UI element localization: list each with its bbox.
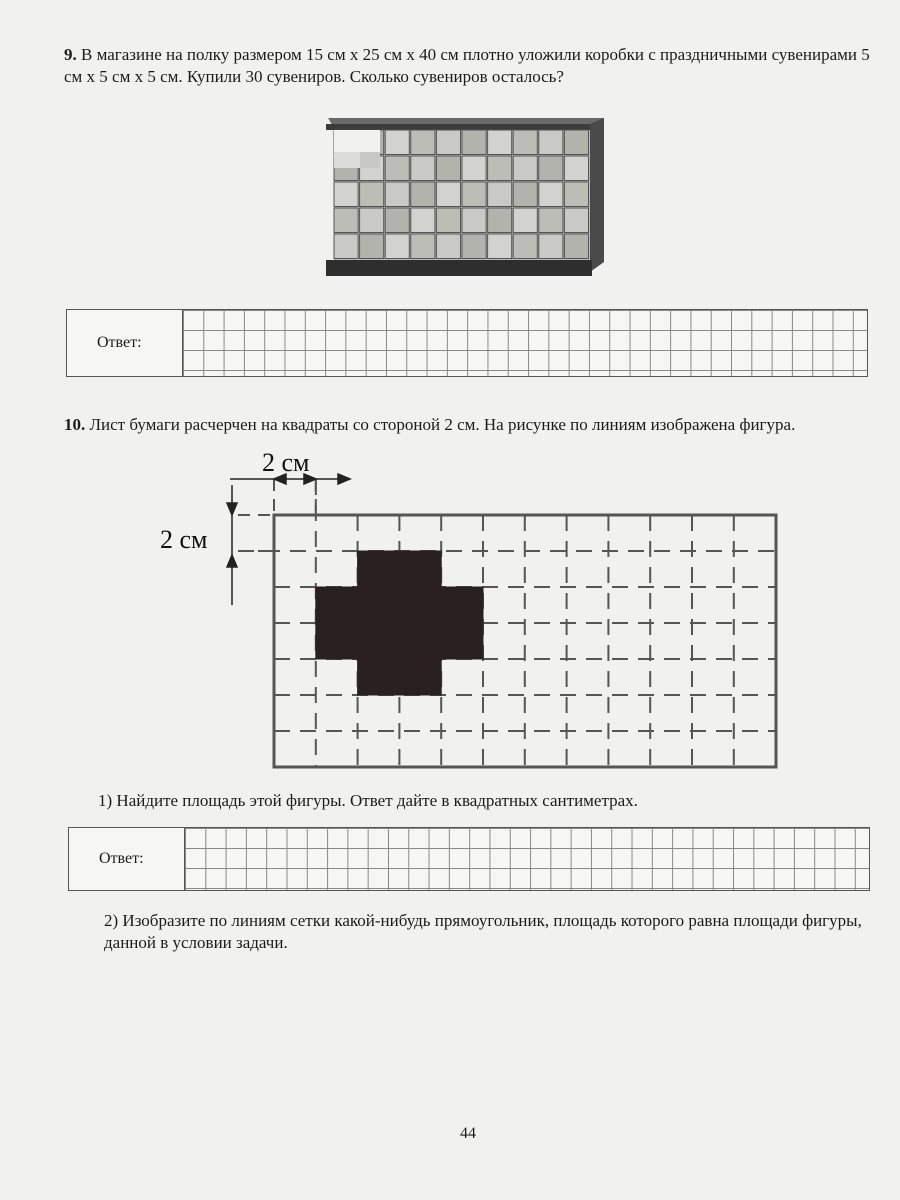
task-10-answer-box[interactable] <box>68 827 870 891</box>
souvenir-box <box>564 234 588 259</box>
souvenir-box <box>436 156 460 181</box>
souvenir-box <box>411 156 435 181</box>
souvenir-box <box>564 130 588 155</box>
task-9-text: В магазине на полку размером 15 см х 25 см х 40 см плотно уложили коробки с праздничными сувенирами 5 см х 5 см х 5 см. Купили 30 сувениров. Сколько сувениров осталось? <box>64 45 870 86</box>
souvenir-box <box>564 182 588 207</box>
souvenir-box <box>411 208 435 233</box>
souvenir-box <box>462 156 486 181</box>
souvenir-box <box>360 182 384 207</box>
souvenir-box <box>385 208 409 233</box>
task-10-answer-grid[interactable] <box>185 828 869 890</box>
souvenir-box <box>539 130 563 155</box>
cross-cell <box>357 587 400 624</box>
souvenir-box <box>539 156 563 181</box>
task-10-part-2: 2) Изобразите по линиям сетки какой-нибудь прямоугольник, площадь которого равна площади фигуры, данной в условии задачи. <box>104 911 862 952</box>
cross-cell <box>441 587 484 624</box>
page-number: 44 <box>460 1125 476 1142</box>
grid-figure <box>150 445 790 780</box>
task-9 <box>64 44 872 88</box>
souvenir-box <box>385 234 409 259</box>
task-10-answer-label: Ответ: <box>69 828 185 890</box>
souvenir-box <box>385 182 409 207</box>
souvenir-box <box>513 130 537 155</box>
souvenir-box <box>462 234 486 259</box>
cross-cell <box>399 587 442 624</box>
souvenir-box <box>411 182 435 207</box>
souvenir-box <box>385 156 409 181</box>
cross-cell <box>399 623 442 660</box>
cross-shape <box>315 551 483 696</box>
cross-cell <box>315 587 358 624</box>
souvenir-box <box>513 234 537 259</box>
souvenir-box <box>360 234 384 259</box>
vertical-dimension-label: 2 см <box>160 525 208 554</box>
souvenir-box <box>513 156 537 181</box>
souvenir-box <box>564 208 588 233</box>
souvenir-box <box>539 208 563 233</box>
souvenir-box <box>462 182 486 207</box>
souvenir-box <box>539 182 563 207</box>
souvenir-box <box>334 208 358 233</box>
cross-cell <box>357 551 400 588</box>
shelf-with-boxes-illustration <box>320 112 610 282</box>
task-9-answer-grid[interactable] <box>183 310 867 376</box>
souvenir-box <box>539 234 563 259</box>
task-10-part-1: 1) Найдите площадь этой фигуры. Ответ дайте в квадратных сантиметрах. <box>98 791 638 810</box>
souvenir-box <box>513 182 537 207</box>
souvenir-box <box>436 182 460 207</box>
souvenir-box <box>334 234 358 259</box>
vertical-dimension-arrow <box>227 485 237 605</box>
souvenir-box <box>488 208 512 233</box>
souvenir-box <box>488 130 512 155</box>
cross-cell <box>399 659 442 696</box>
souvenir-box <box>488 156 512 181</box>
souvenir-box <box>411 130 435 155</box>
souvenir-box <box>436 208 460 233</box>
task-9-answer-box[interactable] <box>66 309 868 377</box>
cross-cell <box>357 623 400 660</box>
task-9-number: 9. <box>64 45 77 64</box>
souvenir-box <box>360 208 384 233</box>
cross-cell <box>441 623 484 660</box>
horizontal-dimension-label: 2 см <box>262 448 310 477</box>
souvenir-box <box>462 130 486 155</box>
souvenir-box <box>436 130 460 155</box>
cross-cell <box>399 551 442 588</box>
souvenir-box <box>462 208 486 233</box>
souvenir-box <box>513 208 537 233</box>
task-9-answer-label: Ответ: <box>67 310 183 376</box>
souvenir-box <box>564 156 588 181</box>
task-10 <box>64 414 872 436</box>
cross-cell <box>357 659 400 696</box>
souvenir-box <box>411 234 435 259</box>
souvenir-box <box>488 234 512 259</box>
task-10-number: 10. <box>64 415 86 434</box>
task-10-text: Лист бумаги расчерчен на квадраты со стороной 2 см. На рисунке по линиям изображена фигура. <box>89 415 796 434</box>
souvenir-box <box>488 182 512 207</box>
souvenir-box <box>436 234 460 259</box>
cross-cell <box>315 623 358 660</box>
souvenir-box <box>385 130 409 155</box>
souvenir-box <box>334 182 358 207</box>
